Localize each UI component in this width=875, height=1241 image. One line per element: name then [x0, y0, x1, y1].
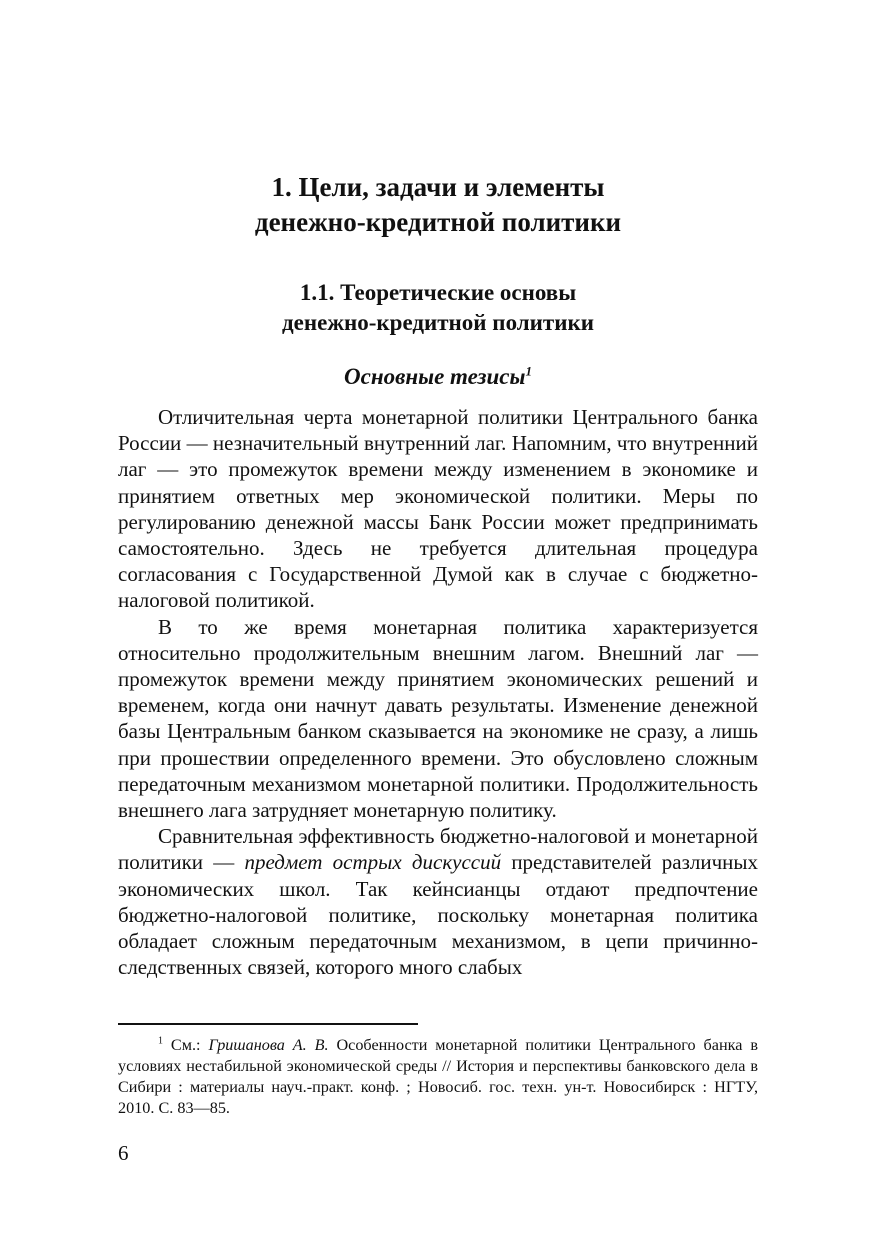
paragraph-3-start: Сравнительная эффективность бюджетно-налоговой и монетарной политики — — [118, 824, 758, 875]
chapter-title — [118, 170, 758, 240]
footnote-number: 1 — [158, 1035, 163, 1047]
footnote-divider — [118, 1023, 418, 1025]
paragraph-1: Отличительная черта монетарной политики Центрального банка России — незначительный внутренний лаг. Напомним, что внутренний лаг — это промежуток времени между изменением в экономике и принятием ответных мер экономической политики. Меры по регулированию денежной массы Банк России может предпринимать самостоятельно. Здесь не требуется длительная процедура согласования с Государственной Думой как в случае с бюджетно-налоговой политикой. — [118, 405, 758, 613]
footnote-author: Гришанова А. В. — [208, 1036, 329, 1054]
footnote-reference: 1 — [525, 363, 532, 379]
page — [118, 0, 758, 1241]
footnote-text: Особенности монетарной политики Центрального банка в условиях нестабильной экономической среды // История и перспективы банковского дела в Сибири : материалы науч.-практ. конф. ; Новосиб. гос. техн. ун-т. Новосибирск : НГТУ, 2010. С. 83—85. — [118, 1036, 759, 1117]
paragraph-3 — [118, 823, 758, 980]
section-title — [118, 278, 758, 338]
chapter-title-line-1: 1. Цели, задачи и элементы — [271, 172, 605, 202]
paragraph-2: В то же время монетарная политика характеризуется относительно продолжительным внешним лагом. Внешний лаг — промежуток времени между принятием экономических решений и временем, когда они начнут давать результаты. Изменение денежной базы Центральным банком сказывается на экономике не сразу, а лишь при прошествии определенного времени. Это обусловлено сложным передаточным механизмом монетарной политики. Продолжительность внешнего лага затрудняет монетарную политику. — [118, 614, 758, 823]
footnote — [118, 1035, 758, 1119]
page-number: 6 — [118, 1141, 129, 1165]
paragraph-3-emphasis: предмет острых дискуссий — [244, 850, 502, 875]
section-title-line-1: 1.1. Теоретические основы — [299, 280, 577, 305]
footnote-prefix: См.: — [170, 1036, 209, 1054]
paragraph-3-end: представителей различных экономических школ. Так кейнсианцы отдают предпочтение бюджетно-налоговой политике, поскольку монетарная политика обладает сложным передаточным механизмом, в цепи причинно-следственных связей, которого много слабых — [118, 850, 758, 980]
subsection-title — [118, 362, 758, 392]
subsection-title-text: Основные тезисы — [344, 364, 526, 389]
body-text — [118, 404, 758, 980]
chapter-title-line-2: денежно-кредитной политики — [254, 207, 622, 237]
section-title-line-2: денежно-кредитной политики — [282, 310, 594, 335]
